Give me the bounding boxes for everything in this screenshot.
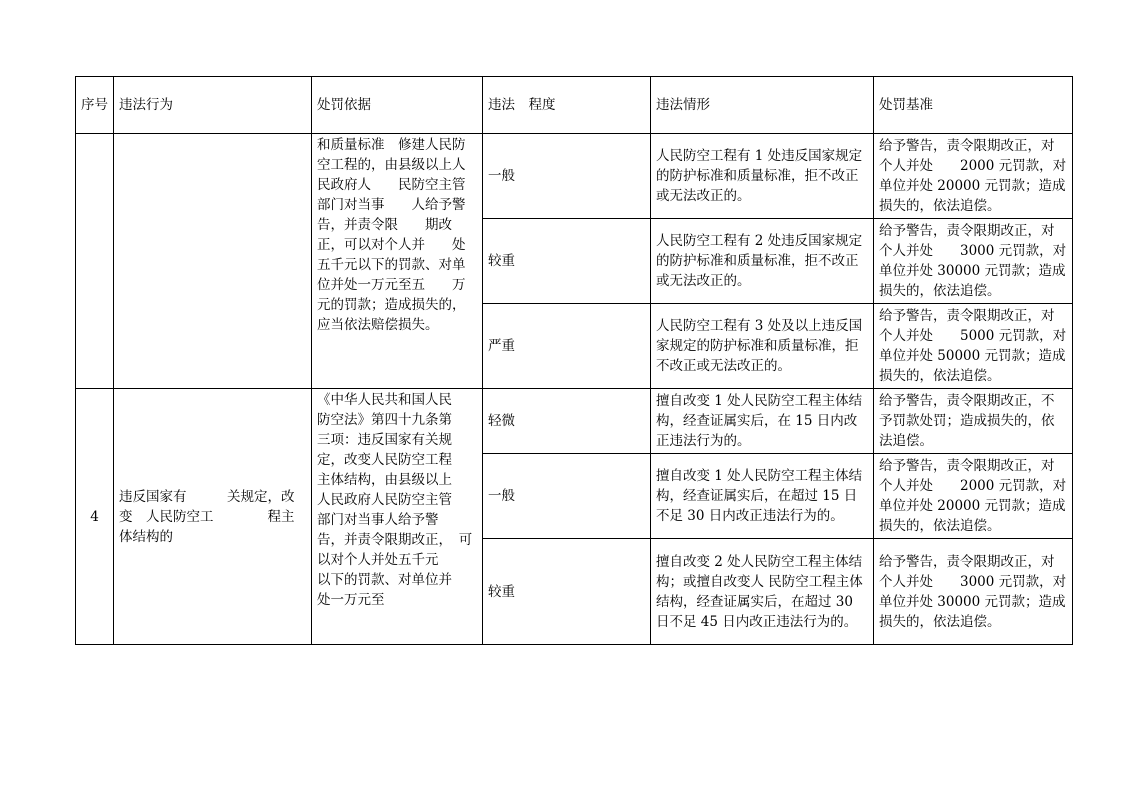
header-basis: 处罚依据	[312, 77, 483, 134]
standard-cell: 给予警告，责令限期改正，不予罚款处罚；造成损失的，依法追偿。	[874, 389, 1073, 454]
degree-cell: 一般	[483, 134, 651, 219]
situation-cell: 擅自改变 1 处人民防空工程主体结构，经查证属实后，在超过 15 日不足 30 日内改正违法行为的。	[651, 454, 874, 539]
situation-cell: 人民防空工程有 2 处违反国家规定的防护标准和质量标准，拒不改正或无法改正的。	[651, 219, 874, 304]
header-degree: 违法 程度	[483, 77, 651, 134]
situation-cell: 人民防空工程有 3 处及以上违反国家规定的防护标准和质量标准，拒不改正或无法改正的。	[651, 304, 874, 389]
header-situation: 违法情形	[651, 77, 874, 134]
basis-cell: 《中华人民共和国人民 防空法》第四十九条第 三项：违反国家有关规 定，改变人民防空工程 主体结构，由县级以上 人民政府人民防空主管 部门对当事人给予警 告，并责令限期改正， 可以对个人并处五千元 以下的罚款、对单位并 处一万元至	[312, 389, 483, 645]
basis-cell: 和质量标准 修建人民防空工程的，由县级以上人民政府人 民防空主管部门对当事 人给予警告，并责令限 期改正，可以对个人并 处五千元以下的罚款、对单位并处一万元至五 万元的罚款；造成损失的，应当依法赔偿损失。	[312, 134, 483, 389]
table-row	[76, 389, 1073, 454]
situation-cell: 擅自改变 2 处人民防空工程主体结构；或擅自改变人 民防空工程主体结构，经查证属实后，在超过 30 日不足 45 日内改正违法行为的。	[651, 539, 874, 645]
standard-cell: 给予警告，责令限期改正，对个人并处 3000 元罚款，对单位并处 30000 元罚款；造成损失的，依法追偿。	[874, 219, 1073, 304]
table-row	[76, 134, 1073, 219]
standard-cell: 给予警告，责令限期改正，对个人并处 2000 元罚款，对单位并处 20000 元罚款；造成损失的，依法追偿。	[874, 454, 1073, 539]
header-violation: 违法行为	[114, 77, 312, 134]
standard-cell: 给予警告，责令限期改正，对个人并处 3000 元罚款，对单位并处 30000 元罚款；造成损失的，依法追偿。	[874, 539, 1073, 645]
degree-cell: 较重	[483, 219, 651, 304]
standard-cell: 给予警告，责令限期改正，对个人并处 2000 元罚款，对单位并处 20000 元罚款；造成损失的，依法追偿。	[874, 134, 1073, 219]
violation-cell	[114, 134, 312, 389]
standard-cell: 给予警告，责令限期改正，对个人并处 5000 元罚款，对单位并处 50000 元罚款；造成损失的，依法追偿。	[874, 304, 1073, 389]
seq-cell: 4	[76, 389, 114, 645]
situation-cell: 擅自改变 1 处人民防空工程主体结构，经查证属实后，在 15 日内改正违法行为的。	[651, 389, 874, 454]
header-standard: 处罚基准	[874, 77, 1073, 134]
violation-cell: 违反国家有 关规定，改变 人民防空工 程主体结构的	[114, 389, 312, 645]
situation-cell: 人民防空工程有 1 处违反国家规定的防护标准和质量标准，拒不改正或无法改正的。	[651, 134, 874, 219]
degree-cell: 轻微	[483, 389, 651, 454]
degree-cell: 严重	[483, 304, 651, 389]
penalty-standard-table	[75, 76, 1073, 645]
seq-cell	[76, 134, 114, 389]
degree-cell: 较重	[483, 539, 651, 645]
header-row	[76, 77, 1073, 134]
header-seq: 序号	[76, 77, 114, 134]
degree-cell: 一般	[483, 454, 651, 539]
